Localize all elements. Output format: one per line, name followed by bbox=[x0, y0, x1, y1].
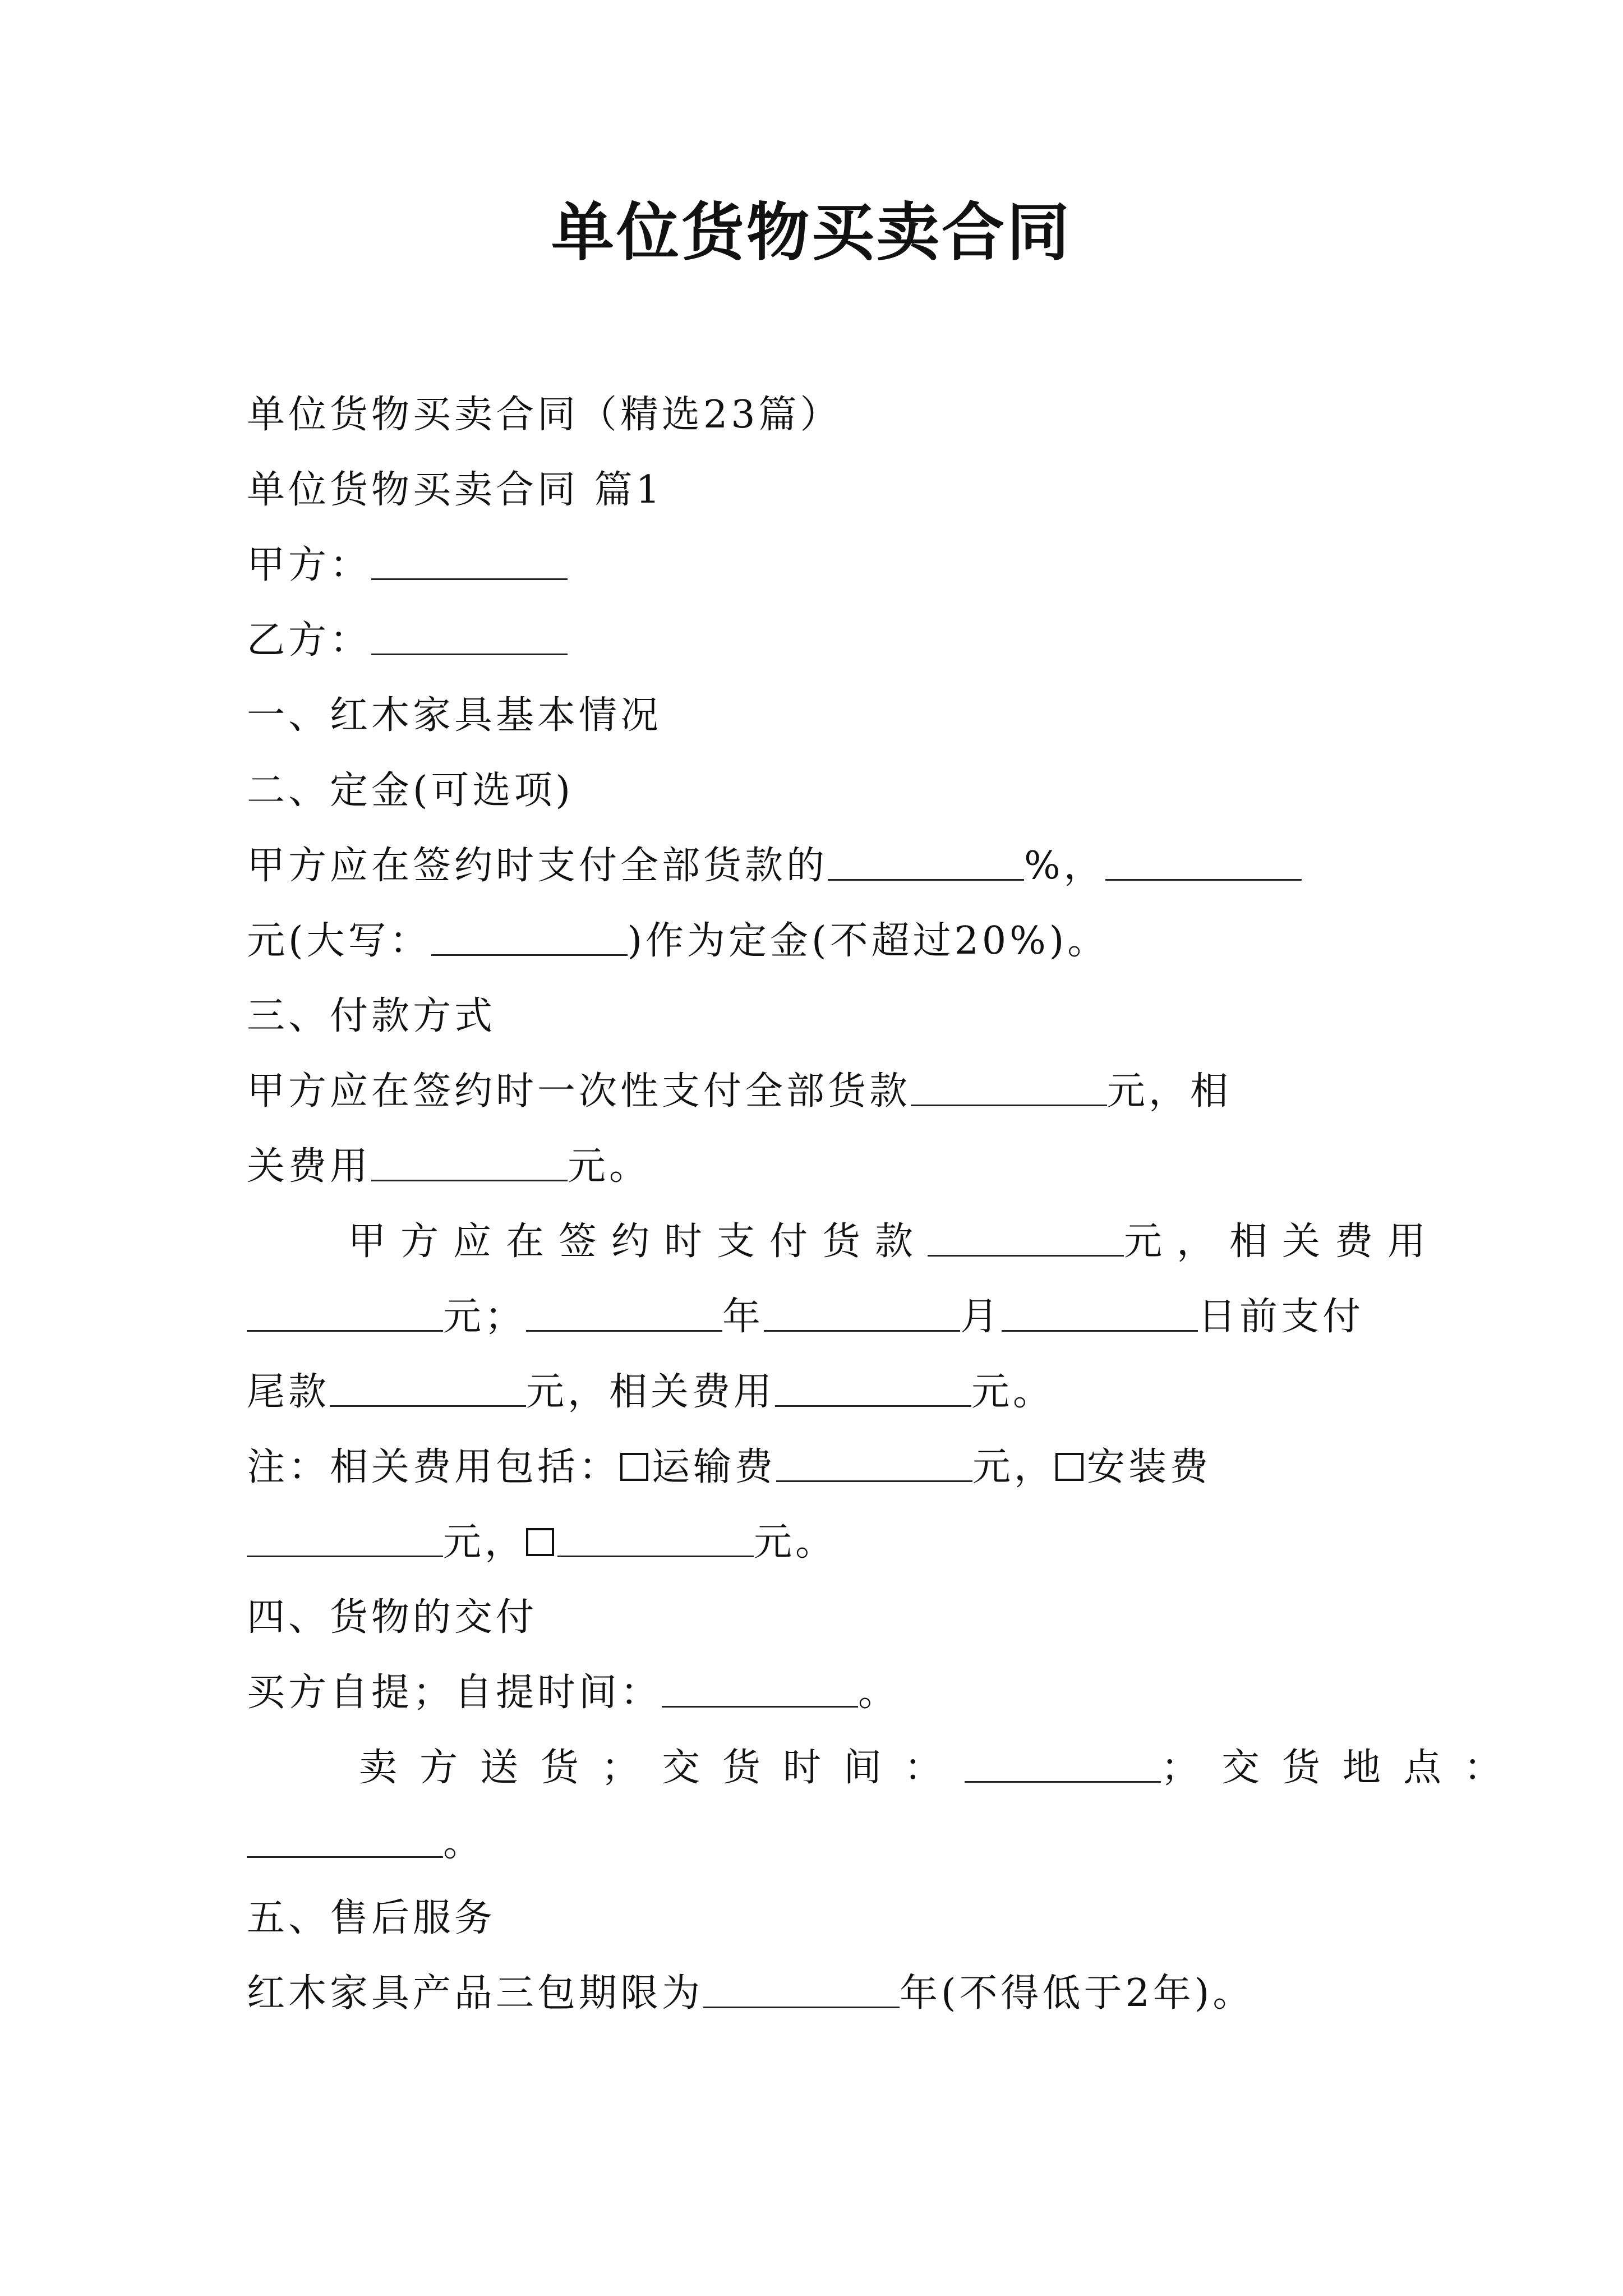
party-b-blank[interactable] bbox=[371, 620, 568, 655]
other-fee-checkbox[interactable] bbox=[526, 1528, 554, 1556]
delivery-line-1: 卖方送货；交货时间： ；交货地点： bbox=[359, 1746, 1525, 1790]
subtitle-line: 单位货物买卖合同（精选23篇） bbox=[247, 393, 842, 437]
party-a-blank[interactable] bbox=[371, 545, 568, 580]
payment-line-1: 甲方应在签约时一次性支付全部货款 元，相 bbox=[247, 1069, 1232, 1114]
full-payment-blank[interactable] bbox=[911, 1071, 1107, 1106]
other-fee-blank[interactable] bbox=[557, 1522, 754, 1557]
clause-3-heading: 三、付款方式 bbox=[247, 994, 496, 1038]
warranty-years-blank[interactable] bbox=[703, 1973, 900, 2008]
pickup-time-blank[interactable] bbox=[662, 1672, 858, 1708]
day-blank[interactable] bbox=[1002, 1296, 1198, 1332]
note-line-2: 元， 元。 bbox=[247, 1515, 1391, 1571]
deposit-capital-blank[interactable] bbox=[431, 921, 628, 956]
self-pickup-line: 买方自提；自提时间： 。 bbox=[247, 1671, 900, 1715]
install-fee-checkbox[interactable] bbox=[1055, 1453, 1083, 1481]
deposit-amount-blank[interactable] bbox=[1105, 845, 1302, 881]
transport-fee-checkbox[interactable] bbox=[620, 1453, 648, 1481]
clause-1-heading: 一、红木家具基本情况 bbox=[247, 693, 662, 738]
deposit-line-2: 元(大写： )作为定金(不超过20%)。 bbox=[247, 919, 1109, 963]
warranty-line: 红木家具产品三包期限为 年(不得低于2年)。 bbox=[247, 1971, 1255, 2016]
document-title: 单位货物买卖合同 bbox=[551, 196, 1072, 269]
clause-4-heading: 四、货物的交付 bbox=[247, 1595, 538, 1640]
install-fee-blank[interactable] bbox=[247, 1522, 443, 1557]
clause-5-heading: 五、售后服务 bbox=[247, 1896, 496, 1940]
party-b-line: 乙方： bbox=[247, 613, 1391, 669]
payment-line-5: 尾款 元，相关费用 元。 bbox=[247, 1370, 1055, 1414]
deposit-percent-blank[interactable] bbox=[828, 845, 1024, 881]
related-fee-blank-3[interactable] bbox=[775, 1372, 971, 1407]
party-a-line: 甲方： bbox=[247, 537, 1391, 593]
payment-line-2: 关费用 元。 bbox=[247, 1144, 651, 1189]
payment-line-3: 甲方应在签约时支付货款 元，相关费用 bbox=[348, 1220, 1441, 1264]
month-blank[interactable] bbox=[764, 1296, 960, 1332]
payment-line-4: 元； 年 月 日前支付 bbox=[247, 1289, 1391, 1345]
section-heading-piece-1: 单位货物买卖合同 篇1 bbox=[247, 468, 663, 512]
delivery-place-blank[interactable] bbox=[247, 1823, 443, 1858]
transport-fee-blank[interactable] bbox=[776, 1447, 972, 1482]
clause-2-heading: 二、定金(可选项) bbox=[247, 769, 574, 813]
year-blank[interactable] bbox=[526, 1296, 722, 1332]
deposit-line-1: 甲方应在签约时支付全部货款的 %， bbox=[247, 838, 1391, 894]
delivery-line-2: 。 bbox=[247, 1815, 1391, 1871]
balance-blank[interactable] bbox=[330, 1372, 526, 1407]
note-line-1: 注：相关费用包括： 运输费 元， 安装费 bbox=[247, 1445, 1212, 1489]
partial-payment-blank[interactable] bbox=[928, 1221, 1124, 1257]
delivery-time-blank[interactable] bbox=[965, 1747, 1161, 1783]
related-fee-blank-2[interactable] bbox=[247, 1296, 443, 1332]
related-fee-blank-1[interactable] bbox=[371, 1146, 568, 1181]
